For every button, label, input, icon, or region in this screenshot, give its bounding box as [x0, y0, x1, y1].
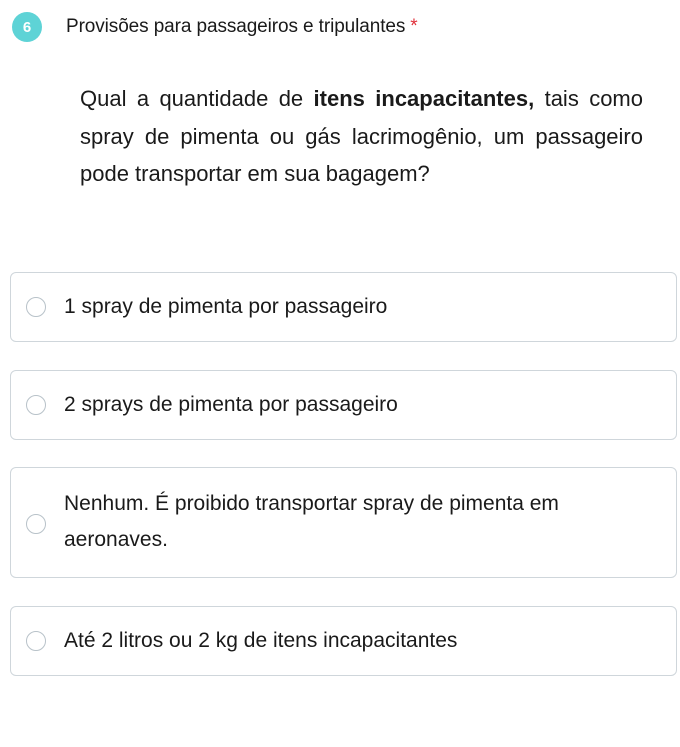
question-text	[80, 80, 643, 193]
question-text-start: Qual a quantidade de	[80, 86, 314, 111]
radio-button-icon[interactable]	[26, 514, 46, 534]
answer-option-4[interactable]	[10, 606, 677, 676]
answer-option-label: 1 spray de pimenta por passageiro	[64, 295, 388, 318]
radio-button-icon[interactable]	[26, 395, 46, 415]
radio-button-icon[interactable]	[26, 297, 46, 317]
answer-option-3[interactable]	[10, 467, 677, 578]
required-marker: *	[410, 16, 418, 37]
answer-option-label: Até 2 litros ou 2 kg de itens incapacitantes	[64, 629, 458, 652]
question-header	[12, 12, 418, 42]
question-text-end: tais como spray de pimenta ou gás lacrimogênio, um passageiro pode transportar em sua bagagem?	[80, 86, 643, 186]
question-text-emphasis: itens incapacitantes,	[313, 86, 535, 111]
radio-button-icon[interactable]	[26, 631, 46, 651]
section-title: Provisões para passageiros e tripulantes	[66, 16, 406, 37]
answer-option-label: Nenhum. É proibido transportar spray de pimenta em aeronaves.	[64, 492, 559, 551]
answer-option-2[interactable]	[10, 370, 677, 440]
question-number-badge: 6	[12, 12, 42, 42]
answer-option-label: 2 sprays de pimenta por passageiro	[64, 393, 398, 416]
answer-option-1[interactable]	[10, 272, 677, 342]
